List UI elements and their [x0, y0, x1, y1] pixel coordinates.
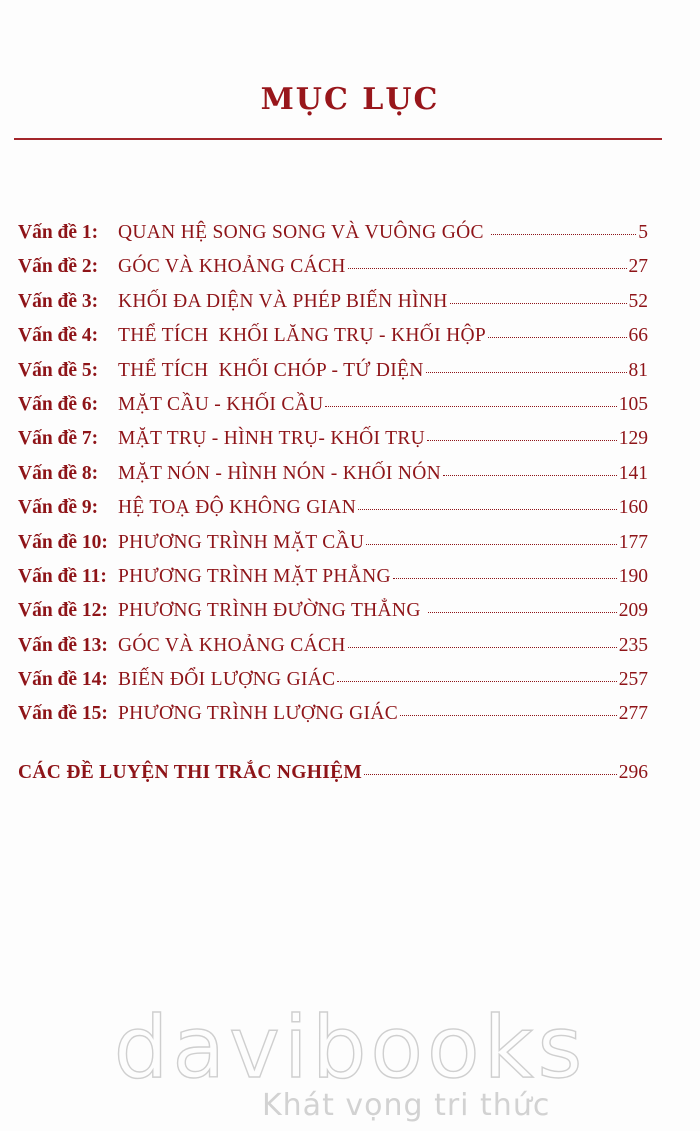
toc-entry[interactable]	[18, 291, 648, 325]
toc-leader-dots	[400, 715, 617, 716]
page-title: MỤC LỤC	[260, 82, 440, 117]
toc-entry-page: 277	[618, 703, 648, 725]
toc-entry-title: HỆ TOẠ ĐỘ KHÔNG GIAN	[118, 497, 357, 519]
toc-entry-label: Vấn đề 8:	[18, 462, 99, 484]
toc-entry-title: QUAN HỆ SONG SONG VÀ VUÔNG GÓC	[118, 222, 489, 243]
toc-entry-page: 160	[618, 497, 648, 519]
toc-leader-dots	[488, 337, 626, 338]
toc-entry-page: 209	[618, 600, 648, 622]
toc-entry-title: MẶT TRỤ - HÌNH TRỤ- KHỐI TRỤ	[118, 428, 426, 450]
toc-entry-title: GÓC VÀ KHOẢNG CÁCH	[118, 256, 346, 278]
toc-entry[interactable]	[18, 325, 648, 359]
toc-entry-label: Vấn đề 9:	[18, 497, 99, 519]
toc-entry-page: 177	[618, 531, 648, 553]
title-divider	[14, 138, 662, 140]
toc-entry-label: Vấn đề 1:	[18, 222, 99, 243]
toc-entry-label: Vấn đề 10:	[18, 531, 108, 553]
toc-entry[interactable]	[18, 635, 648, 669]
toc-leader-dots	[325, 406, 616, 407]
toc-leader-dots	[364, 774, 617, 775]
toc-entry[interactable]	[18, 394, 648, 428]
toc-entry-label: Vấn đề 15:	[18, 703, 108, 725]
toc-entry[interactable]	[18, 497, 648, 531]
toc-entry-label: Vấn đề 7:	[18, 428, 99, 450]
toc-entry[interactable]	[18, 222, 648, 256]
toc-entry-label: Vấn đề 2:	[18, 256, 99, 278]
toc-entry-title: CÁC ĐỀ LUYỆN THI TRẮC NGHIỆM	[18, 762, 363, 783]
toc-leader-dots	[393, 578, 617, 579]
toc-entry-title: PHƯƠNG TRÌNH MẶT CẦU	[118, 531, 365, 553]
toc-entry[interactable]	[18, 703, 648, 737]
toc-entry-page: 52	[628, 290, 648, 312]
toc-leader-dots	[358, 509, 617, 510]
toc-entry-title: THỂ TÍCH KHỐI CHÓP - TỨ DIỆN	[118, 359, 424, 381]
watermark-tagline: Khát vọng tri thức	[262, 1088, 551, 1123]
toc-entry[interactable]	[18, 669, 648, 703]
toc-entry-page: 141	[618, 462, 648, 484]
toc-entry[interactable]	[18, 600, 648, 634]
toc-entry-page: 129	[618, 428, 648, 450]
toc-entry-page: 81	[628, 359, 648, 381]
toc-entry-page: 257	[618, 669, 648, 691]
toc-entry-label: Vấn đề 13:	[18, 634, 108, 656]
toc-leader-dots	[427, 440, 617, 441]
toc-entry[interactable]	[18, 360, 648, 394]
toc-entry-title: KHỐI ĐA DIỆN VÀ PHÉP BIẾN HÌNH	[118, 290, 448, 312]
toc-leader-dots	[450, 303, 627, 304]
toc-leader-dots	[337, 681, 616, 682]
toc-entry-page: 296	[618, 762, 648, 783]
toc-entry-page: 27	[628, 256, 648, 278]
toc-entry-page: 235	[618, 634, 648, 656]
toc-entry[interactable]	[18, 428, 648, 462]
toc-entry-title: BIẾN ĐỔI LƯỢNG GIÁC	[118, 669, 336, 691]
toc-leader-dots	[491, 234, 636, 235]
toc-entry-title: MẶT NÓN - HÌNH NÓN - KHỐI NÓN	[118, 462, 442, 484]
toc-entry-title: PHƯƠNG TRÌNH LƯỢNG GIÁC	[118, 703, 399, 725]
toc-leader-dots	[366, 544, 616, 545]
toc-entry-page: 190	[618, 565, 648, 587]
toc-entry-label: Vấn đề 14:	[18, 669, 108, 691]
toc-entry-title: GÓC VÀ KHOẢNG CÁCH	[118, 634, 346, 656]
toc-entry-title: MẶT CẦU - KHỐI CẦU	[118, 393, 324, 415]
watermark-logo: davibooks	[113, 998, 587, 1098]
toc-entry-label: Vấn đề 12:	[18, 600, 108, 622]
toc-entry-page: 105	[618, 393, 648, 415]
toc-leader-dots	[348, 647, 617, 648]
toc-leader-dots	[443, 475, 617, 476]
toc-entry-label: Vấn đề 11:	[18, 565, 107, 587]
toc-entry[interactable]	[18, 463, 648, 497]
toc-entry-title: THỂ TÍCH KHỐI LĂNG TRỤ - KHỐI HỘP	[118, 325, 487, 347]
toc-entry[interactable]	[18, 532, 648, 566]
toc-entry-label: Vấn đề 5:	[18, 359, 99, 381]
toc-entry-label: Vấn đề 3:	[18, 290, 99, 312]
toc-entry-label: Vấn đề 4:	[18, 325, 99, 347]
toc-final-entry[interactable]	[18, 762, 648, 796]
toc-entry-page: 5	[638, 222, 648, 243]
toc-leader-dots	[348, 268, 627, 269]
toc-entry-label: Vấn đề 6:	[18, 393, 99, 415]
toc-list	[18, 222, 648, 738]
toc-leader-dots	[426, 372, 627, 373]
toc-entry[interactable]	[18, 566, 648, 600]
toc-entry-title: PHƯƠNG TRÌNH MẶT PHẲNG	[118, 565, 391, 587]
toc-entry[interactable]	[18, 256, 648, 290]
toc-entry-title: PHƯƠNG TRÌNH ĐƯỜNG THẲNG	[118, 600, 426, 622]
toc-entry-page: 66	[628, 325, 648, 347]
toc-leader-dots	[428, 612, 617, 613]
